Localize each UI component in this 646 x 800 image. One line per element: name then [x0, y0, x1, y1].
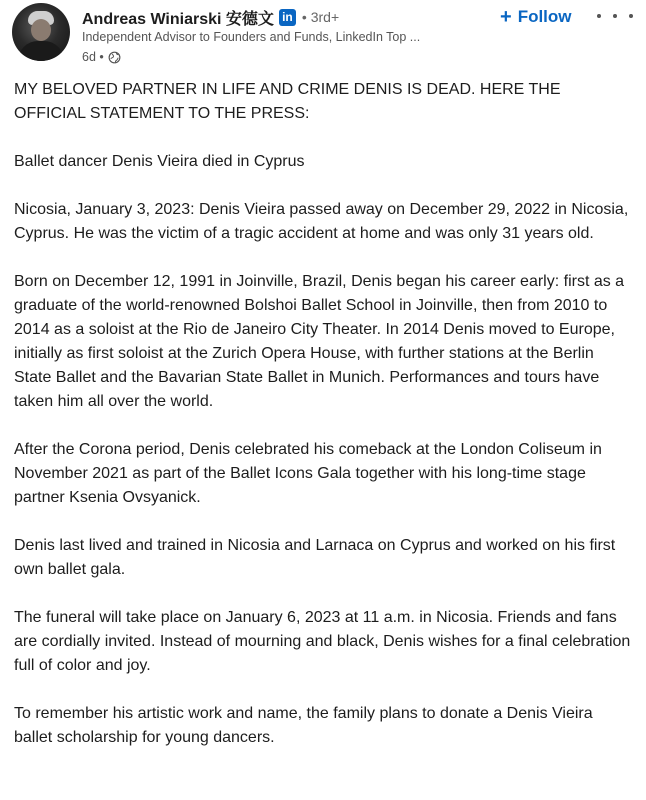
follow-button[interactable]	[500, 5, 572, 29]
post-paragraph: Born on December 12, 1991 in Joinville, Brazil, Denis began his career early: first as a graduate of the world-renowned Bolshoi Ballet School in Joinville, then from 2010 to 2014 as a soloist at the Rio de Janeiro City Theater. In 2014 Denis moved to Europe, initially as first soloist at the Zurich Opera House, with further stations at the Berlin State Ballet and the Bavarian State Ballet in Munich. Performances and tours have taken him all over the world.	[14, 273, 625, 410]
post-header	[0, 0, 646, 76]
post-paragraph: Denis last lived and trained in Nicosia and Larnaca on Cyprus and worked on his first own ballet gala.	[14, 537, 616, 578]
avatar-body	[18, 41, 64, 61]
more-dot	[613, 14, 617, 18]
post-paragraph: MY BELOVED PARTNER IN LIFE AND CRIME DENIS IS DEAD. HERE THE OFFICIAL STATEMENT TO THE PRESS:	[14, 81, 561, 122]
connection-degree: • 3rd+	[301, 9, 340, 25]
post-paragraph: The funeral will take place on January 6, 2023 at 11 a.m. in Nicosia. Friends and fans are cordially invited. Instead of mourning and black, Denis wishes for a final celebration full of color and joy.	[14, 609, 631, 674]
post-paragraph: Nicosia, January 3, 2023: Denis Vieira passed away on December 29, 2022 in Nicosia, Cyprus. He was the victim of a tragic accident at home and was only 31 years old.	[14, 201, 629, 242]
follow-label: Follow	[517, 7, 572, 26]
post-body	[14, 78, 634, 774]
author-name-row	[82, 6, 339, 28]
post-paragraph: After the Corona period, Denis celebrated his comeback at the London Coliseum in November 2021 as part of the Ballet Icons Gala together with his long-time stage partner Ksenia Ovsyanick.	[14, 441, 602, 506]
more-dots-icon[interactable]	[597, 6, 633, 26]
post-time: 6d •	[82, 50, 104, 64]
author-name[interactable]: Andreas Winiarski 安德文	[82, 10, 274, 28]
post-paragraph: Ballet dancer Denis Vieira died in Cyprus	[14, 153, 305, 170]
author-headline: Independent Advisor to Founders and Funds, LinkedIn Top ...	[82, 30, 421, 44]
avatar-face	[31, 19, 51, 41]
avatar[interactable]	[12, 3, 70, 61]
more-dot	[597, 14, 601, 18]
post-paragraph: To remember his artistic work and name, the family plans to donate a Denis Vieira ballet scholarship for young dancers.	[14, 705, 593, 746]
globe-icon	[108, 51, 121, 64]
post-meta	[82, 50, 121, 64]
plus-icon: +	[500, 6, 512, 28]
more-dot	[629, 14, 633, 18]
linkedin-icon: in	[279, 9, 296, 26]
